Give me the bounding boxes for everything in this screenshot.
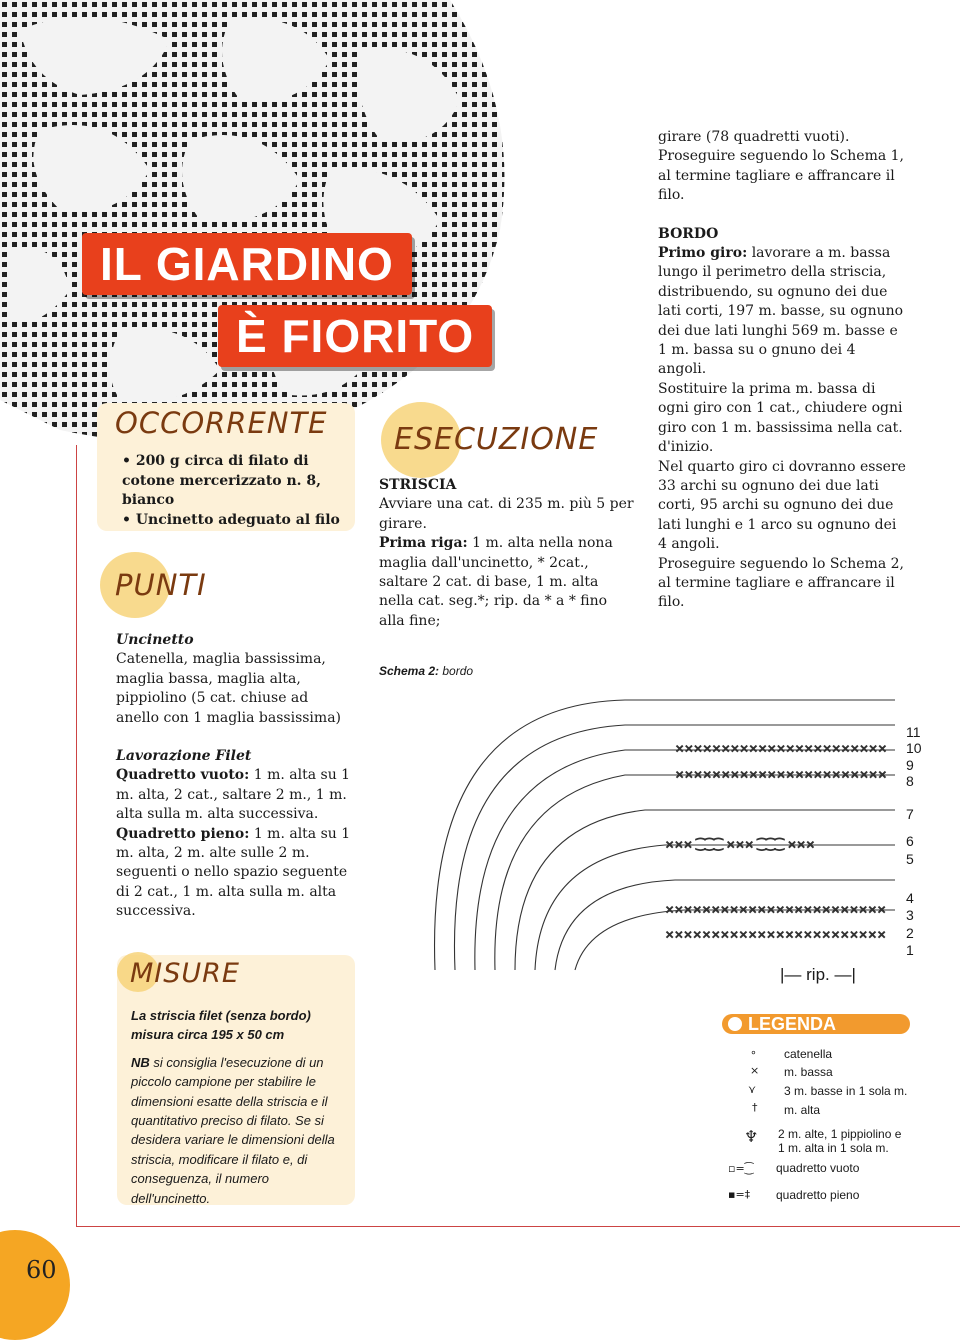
rip-text: rip. (806, 965, 830, 984)
legend-quadretto-vuoto: quadretto vuoto (776, 1161, 860, 1175)
filet-lace-photo (0, 0, 510, 440)
svg-text:×××××××××××××××××××××××: ××××××××××××××××××××××× (675, 742, 887, 755)
row-number: 5 (906, 851, 914, 867)
punti-heading: PUNTI (115, 568, 207, 602)
three-m-basse-icon: ⋎ (748, 1083, 757, 1096)
quadretto-vuoto-label: Quadretto vuoto: (116, 767, 250, 784)
quadretto-pieno-label: Quadretto pieno: (116, 825, 250, 842)
punti-uncinetto-text: Catenella, maglia bassissima, maglia bassa, maglia alta, pippiolino (5 cat. chiuse ad anello con 1 maglia bassissima) (116, 651, 341, 726)
col3-para-2: Sostituire la prima m. bassa di ogni giro con 1 cat., chiudere ogni giro con 1 m. bassissima nella cat. d'inizio. (658, 380, 903, 456)
rip-label (780, 965, 856, 985)
misure-dimensions: La striscia filet (senza bordo) misura circa 195 x 50 cm (131, 1008, 311, 1043)
title-line-2: È FIORITO (218, 305, 492, 367)
quadretto-pieno-text: 1 m. alta su 1 m. alta, 2 m. alte sulle 2 m. seguenti o nello spazio seguente di 2 cat., 1 m. alta sulla m. alta successiva. (116, 825, 351, 920)
striscia-text: Avviare una cat. di 235 m. più 5 per girare. (379, 496, 634, 532)
row-number: 4 (906, 890, 914, 906)
rip-bar-left: |— (780, 965, 807, 984)
frame-line-left (76, 445, 77, 1227)
quadretto-vuoto-icon: ▫=⁐ (728, 1162, 754, 1175)
punti-text (116, 631, 352, 922)
punti-sub-filet: Lavorazione Filet (116, 748, 252, 765)
legend-catenella: catenella (784, 1047, 833, 1061)
row-number: 9 (906, 757, 914, 773)
svg-text:××× ⁐⁐⁐ ××× ⁐⁐⁐ ×××: ××× ⁐⁐⁐ ××× ⁐⁐⁐ ××× (665, 838, 815, 851)
prima-riga-label: Prima riga: (379, 535, 468, 552)
m-alta-icon: † (752, 1101, 758, 1114)
row-number: 8 (906, 773, 914, 789)
catenella-icon: ∘ (750, 1046, 757, 1059)
row-number: 10 (906, 740, 922, 756)
esecuzione-heading: ESECUZIONE (394, 422, 599, 457)
legenda-band (722, 1014, 910, 1034)
pippiolino-icon: ♆ (744, 1127, 759, 1146)
svg-text:××××××××××××××××××××××××: ×××××××××××××××××××××××× (665, 928, 887, 941)
legend-quadretto-pieno: quadretto pieno (776, 1188, 860, 1202)
svg-text:×××××××××××××××××××××××: ××××××××××××××××××××××× (675, 768, 887, 781)
col3-para-4: Proseguire seguendo lo Schema 2, al termine tagliare e affrancare il filo. (658, 555, 905, 611)
row-number: 7 (906, 806, 914, 822)
primo-giro-label: Primo giro: (658, 245, 748, 262)
row-number: 3 (906, 907, 914, 923)
row-number: 2 (906, 925, 914, 941)
rip-bar-right: —| (829, 965, 856, 984)
col3-para-3: Nel quarto giro ci dovranno essere 33 archi su ognuno dei due lati corti, 95 archi su ognuno dei due lati lunghi e 1 arco su ognuno dei 4 angoli. (658, 458, 906, 553)
occorrente-heading: OCCORRENTE (115, 406, 328, 440)
occorrente-item: • 200 g circa di filato di cotone mercerizzato n. 8, bianco (122, 453, 322, 508)
frame-line-bottom (76, 1226, 960, 1227)
legenda-title: LEGENDA (748, 1014, 837, 1034)
row-number: 6 (906, 833, 914, 849)
primo-giro-text: lavorare a m. bassa lungo il perimetro della striscia, distribuendo, su ognuno dei due lati corti, 197 m. basse, su ognuno dei due lati lunghi 569 m. basse e 1 m. bassa su o gnuno dei 4 angoli. (658, 245, 904, 378)
page-number: 60 (26, 1256, 57, 1284)
schema-diagram (375, 680, 905, 980)
legend-m-bassa: m. bassa (784, 1065, 833, 1079)
schema-label-italic: bordo (439, 664, 474, 678)
page-number-circle (0, 1230, 70, 1340)
legend-pippiolino: 2 m. alte, 1 pippiolino e 1 m. alta in 1 sola m. (778, 1127, 902, 1155)
occorrente-list (122, 452, 350, 530)
m-bassa-icon: × (750, 1064, 760, 1077)
col3-continuation: girare (78 quadretti vuoti). Proseguire seguendo lo Schema 1, al termine tagliare e affrancare il filo. (658, 129, 905, 204)
schema-label-bold: Schema 2: (379, 664, 440, 678)
misure-heading: MISURE (130, 958, 240, 989)
schema-label (379, 662, 473, 681)
prima-riga-text: 1 m. alta nella nona maglia dall'uncinetto, * 2cat., saltare 2 cat. di base, 1 m. alta nella cat. seg.*; rip. da * a * fino alla fine; (379, 535, 613, 629)
legend-m-alta: m. alta (784, 1103, 821, 1117)
bordo-label: BORDO (658, 225, 719, 242)
row-number: 1 (906, 942, 914, 958)
legenda-dot-icon (728, 1017, 742, 1031)
quadretto-vuoto-text: 1 m. alta su 1 m. alta, 2 cat., saltare 2 m., 1 m. alta sulla m. alta successiva. (116, 767, 351, 823)
punti-sub-uncinetto: Uncinetto (116, 632, 194, 648)
striscia-label: STRISCIA (379, 477, 457, 493)
svg-text:××××××××××××××××××××××××: ×××××××××××××××××××××××× (665, 903, 887, 916)
quadretto-pieno-icon: ▪=‡ (728, 1188, 751, 1201)
misure-text (131, 1006, 349, 1208)
row-number: 11 (906, 724, 921, 740)
title-line-1: IL GIARDINO (82, 233, 412, 295)
legend-3-m-basse: 3 m. basse in 1 sola m. (784, 1084, 908, 1098)
occorrente-item: • Uncinetto adeguato al filo (122, 511, 340, 528)
misure-nb-label: NB (131, 1054, 150, 1070)
esecuzione-text (379, 476, 637, 631)
misure-nb-text: si consiglia l'esecuzione di un piccolo campione per stabilire le dimensioni esatte della striscia e il quantitativo preciso di filato. Se si desidera variare le dimensioni della striscia, modificare il filato e, di conseguenza, il numero dell'uncinetto. (131, 1054, 335, 1206)
col3-text (658, 128, 908, 613)
